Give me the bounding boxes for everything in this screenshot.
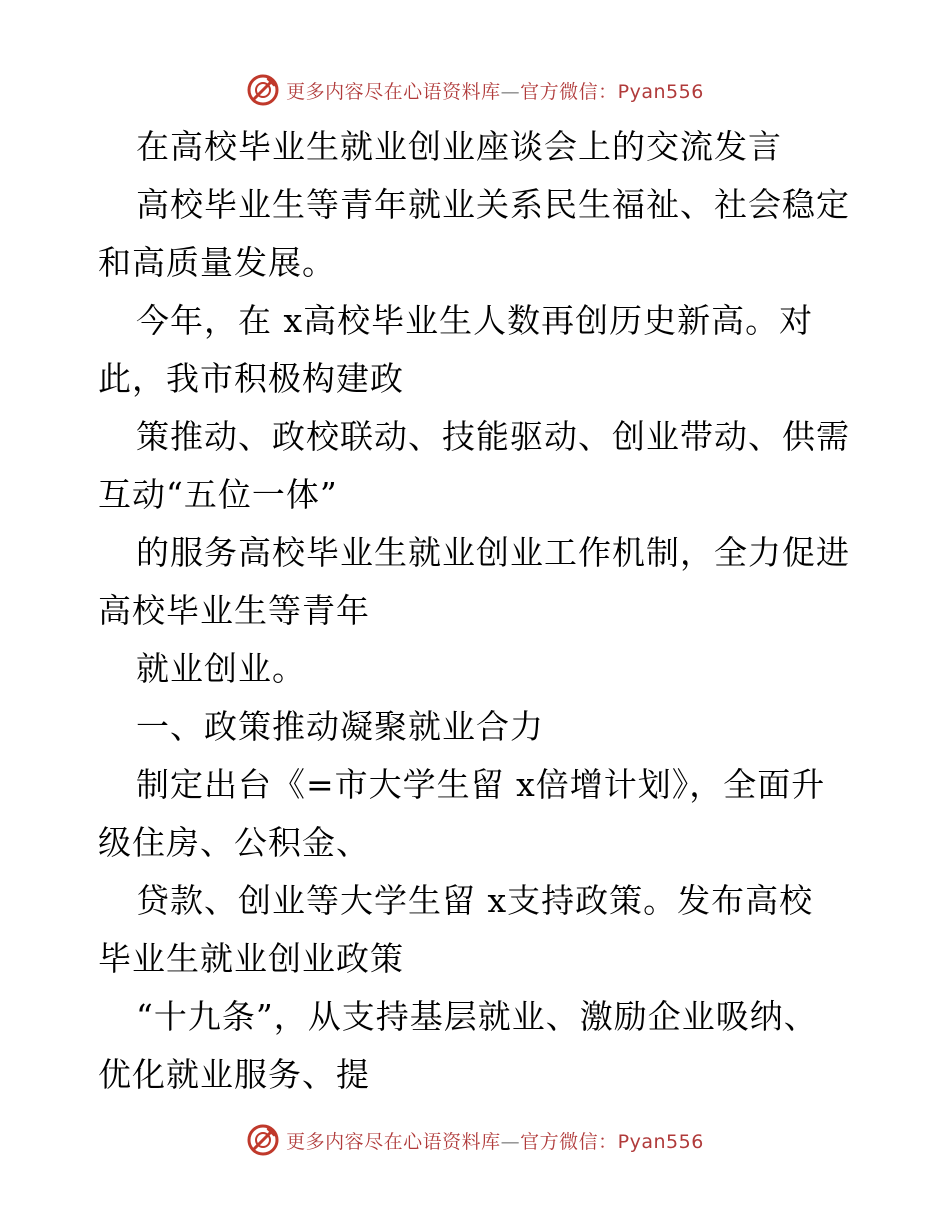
text-line: 在高校毕业生就业创业座谈会上的交流发言 <box>136 127 782 166</box>
text-line: 此，我市积极构建政 <box>98 359 404 398</box>
banner-text <box>286 77 704 104</box>
text-line: “十九条”，从支持基层就业、激励企业吸纳、 <box>136 997 818 1036</box>
brand-logo-icon <box>246 73 280 107</box>
text-line: 优化就业服务、提 <box>98 1055 370 1094</box>
brand-text: 更多内容尽在心语资料库 <box>286 80 501 103</box>
text-line: 一、政策推动凝聚就业合力 <box>136 707 544 746</box>
text-line: 级住房、公积金、 <box>98 823 370 862</box>
banner-separator: — <box>500 80 521 103</box>
document-body <box>98 118 854 1104</box>
text-line: 策推动、政校联动、技能驱动、创业带动、供需 <box>136 417 850 456</box>
text-line: 互动“五位一体” <box>98 475 338 514</box>
text-line: 今年，在 x高校毕业生人数再创历史新高。对 <box>136 301 814 340</box>
header-banner <box>0 70 950 110</box>
brand-text: 更多内容尽在心语资料库 <box>286 1130 501 1153</box>
footer-banner <box>0 1120 950 1160</box>
text-line: 高校毕业生等青年 <box>98 591 370 630</box>
text-line: 贷款、创业等大学生留 x支持政策。发布高校 <box>136 881 814 920</box>
banner-text <box>286 1127 704 1154</box>
brand-logo-icon <box>246 1123 280 1157</box>
text-line: 毕业生就业创业政策 <box>98 939 404 978</box>
wechat-text: 官方微信：Pyan556 <box>520 1130 704 1153</box>
text-line: 就业创业。 <box>136 649 306 688</box>
wechat-text: 官方微信：Pyan556 <box>520 80 704 103</box>
text-line: 和高质量发展。 <box>98 243 336 282</box>
text-line: 高校毕业生等青年就业关系民生福祉、社会稳定 <box>136 185 850 224</box>
text-line: 的服务高校毕业生就业创业工作机制，全力促进 <box>136 533 850 572</box>
banner-separator: — <box>500 1130 521 1153</box>
text-line: 制定出台《=市大学生留 x倍增计划》，全面升 <box>136 765 826 804</box>
